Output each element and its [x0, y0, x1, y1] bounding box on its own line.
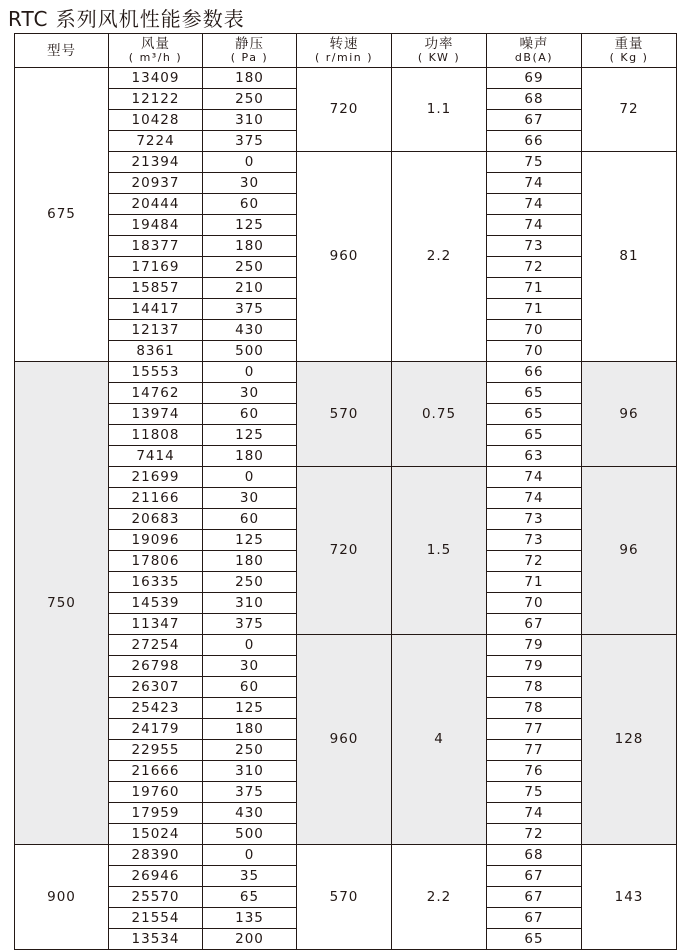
power-cell: 4	[392, 635, 487, 845]
pressure-cell: 60	[203, 677, 297, 698]
speed-cell: 720	[297, 68, 392, 152]
airflow-cell: 8361	[109, 341, 203, 362]
table-row	[15, 635, 677, 656]
airflow-cell: 17806	[109, 551, 203, 572]
power-cell: 0.75	[392, 362, 487, 467]
airflow-cell: 12122	[109, 89, 203, 110]
model-cell: 750	[15, 362, 109, 845]
pressure-cell: 60	[203, 194, 297, 215]
noise-cell: 73	[487, 236, 582, 257]
pressure-cell: 375	[203, 782, 297, 803]
pressure-cell: 65	[203, 887, 297, 908]
airflow-cell: 19760	[109, 782, 203, 803]
airflow-cell: 15553	[109, 362, 203, 383]
airflow-cell: 14417	[109, 299, 203, 320]
noise-cell: 72	[487, 257, 582, 278]
speed-cell: 570	[297, 845, 392, 950]
airflow-cell: 26946	[109, 866, 203, 887]
header-noise: 噪声 dB(A)	[487, 34, 582, 68]
power-cell: 1.5	[392, 467, 487, 635]
airflow-cell: 13409	[109, 68, 203, 89]
header-power: 功率 ( KW )	[392, 34, 487, 68]
pressure-cell: 30	[203, 383, 297, 404]
noise-cell: 65	[487, 404, 582, 425]
airflow-cell: 21699	[109, 467, 203, 488]
pressure-cell: 250	[203, 257, 297, 278]
pressure-cell: 30	[203, 173, 297, 194]
weight-cell: 96	[582, 467, 677, 635]
airflow-cell: 20937	[109, 173, 203, 194]
noise-cell: 74	[487, 467, 582, 488]
pressure-cell: 125	[203, 698, 297, 719]
pressure-cell: 0	[203, 467, 297, 488]
noise-cell: 79	[487, 635, 582, 656]
header-weight: 重量 ( Kg )	[582, 34, 677, 68]
airflow-cell: 11347	[109, 614, 203, 635]
noise-cell: 69	[487, 68, 582, 89]
speed-cell: 720	[297, 467, 392, 635]
airflow-cell: 21666	[109, 761, 203, 782]
pressure-cell: 180	[203, 719, 297, 740]
pressure-cell: 0	[203, 362, 297, 383]
airflow-cell: 25423	[109, 698, 203, 719]
airflow-cell: 28390	[109, 845, 203, 866]
weight-cell: 143	[582, 845, 677, 950]
airflow-cell: 17959	[109, 803, 203, 824]
header-row	[15, 34, 677, 68]
speed-cell: 570	[297, 362, 392, 467]
pressure-cell: 0	[203, 152, 297, 173]
pressure-cell: 0	[203, 845, 297, 866]
noise-cell: 65	[487, 929, 582, 950]
noise-cell: 63	[487, 446, 582, 467]
noise-cell: 71	[487, 299, 582, 320]
noise-cell: 77	[487, 740, 582, 761]
noise-cell: 70	[487, 341, 582, 362]
airflow-cell: 21394	[109, 152, 203, 173]
airflow-cell: 20683	[109, 509, 203, 530]
noise-cell: 67	[487, 614, 582, 635]
noise-cell: 67	[487, 866, 582, 887]
table-row	[15, 845, 677, 866]
airflow-cell: 20444	[109, 194, 203, 215]
airflow-cell: 21554	[109, 908, 203, 929]
pressure-cell: 135	[203, 908, 297, 929]
pressure-cell: 180	[203, 236, 297, 257]
pressure-cell: 30	[203, 488, 297, 509]
pressure-cell: 30	[203, 656, 297, 677]
pressure-cell: 310	[203, 761, 297, 782]
noise-cell: 78	[487, 698, 582, 719]
noise-cell: 77	[487, 719, 582, 740]
airflow-cell: 22955	[109, 740, 203, 761]
table-row	[15, 467, 677, 488]
airflow-cell: 16335	[109, 572, 203, 593]
pressure-cell: 35	[203, 866, 297, 887]
airflow-cell: 17169	[109, 257, 203, 278]
airflow-cell: 14539	[109, 593, 203, 614]
noise-cell: 68	[487, 845, 582, 866]
pressure-cell: 430	[203, 803, 297, 824]
airflow-cell: 15024	[109, 824, 203, 845]
pressure-cell: 250	[203, 89, 297, 110]
noise-cell: 72	[487, 824, 582, 845]
table-body	[15, 68, 677, 950]
speed-cell: 960	[297, 152, 392, 362]
weight-cell: 96	[582, 362, 677, 467]
pressure-cell: 125	[203, 215, 297, 236]
noise-cell: 75	[487, 152, 582, 173]
table-row	[15, 68, 677, 89]
pressure-cell: 180	[203, 551, 297, 572]
pressure-cell: 375	[203, 614, 297, 635]
pressure-cell: 210	[203, 278, 297, 299]
noise-cell: 75	[487, 782, 582, 803]
page-title: RTC 系列风机性能参数表	[8, 7, 245, 31]
pressure-cell: 0	[203, 635, 297, 656]
pressure-cell: 430	[203, 320, 297, 341]
airflow-cell: 27254	[109, 635, 203, 656]
weight-cell: 81	[582, 152, 677, 362]
noise-cell: 74	[487, 173, 582, 194]
airflow-cell: 18377	[109, 236, 203, 257]
noise-cell: 78	[487, 677, 582, 698]
table-row	[15, 362, 677, 383]
noise-cell: 66	[487, 131, 582, 152]
noise-cell: 67	[487, 887, 582, 908]
header-airflow: 风量 ( m³/h )	[109, 34, 203, 68]
power-cell: 2.2	[392, 152, 487, 362]
airflow-cell: 19096	[109, 530, 203, 551]
pressure-cell: 310	[203, 593, 297, 614]
airflow-cell: 25570	[109, 887, 203, 908]
noise-cell: 71	[487, 278, 582, 299]
airflow-cell: 13974	[109, 404, 203, 425]
noise-cell: 71	[487, 572, 582, 593]
noise-cell: 70	[487, 320, 582, 341]
pressure-cell: 180	[203, 446, 297, 467]
header-speed: 转速 ( r/min )	[297, 34, 392, 68]
airflow-cell: 7414	[109, 446, 203, 467]
model-cell: 900	[15, 845, 109, 950]
airflow-cell: 15857	[109, 278, 203, 299]
pressure-cell: 200	[203, 929, 297, 950]
airflow-cell: 11808	[109, 425, 203, 446]
pressure-cell: 250	[203, 740, 297, 761]
noise-cell: 65	[487, 425, 582, 446]
pressure-cell: 60	[203, 509, 297, 530]
noise-cell: 66	[487, 362, 582, 383]
pressure-cell: 250	[203, 572, 297, 593]
pressure-cell: 500	[203, 824, 297, 845]
airflow-cell: 12137	[109, 320, 203, 341]
airflow-cell: 7224	[109, 131, 203, 152]
noise-cell: 74	[487, 803, 582, 824]
power-cell: 1.1	[392, 68, 487, 152]
noise-cell: 74	[487, 215, 582, 236]
noise-cell: 68	[487, 89, 582, 110]
pressure-cell: 310	[203, 110, 297, 131]
pressure-cell: 125	[203, 425, 297, 446]
noise-cell: 67	[487, 908, 582, 929]
header-model: 型号	[15, 34, 109, 68]
noise-cell: 70	[487, 593, 582, 614]
noise-cell: 73	[487, 509, 582, 530]
airflow-cell: 21166	[109, 488, 203, 509]
noise-cell: 65	[487, 383, 582, 404]
airflow-cell: 13534	[109, 929, 203, 950]
airflow-cell: 24179	[109, 719, 203, 740]
noise-cell: 72	[487, 551, 582, 572]
weight-cell: 72	[582, 68, 677, 152]
header-static-pressure: 静压 ( Pa )	[203, 34, 297, 68]
noise-cell: 79	[487, 656, 582, 677]
noise-cell: 74	[487, 488, 582, 509]
noise-cell: 73	[487, 530, 582, 551]
pressure-cell: 500	[203, 341, 297, 362]
airflow-cell: 19484	[109, 215, 203, 236]
pressure-cell: 180	[203, 68, 297, 89]
weight-cell: 128	[582, 635, 677, 845]
pressure-cell: 375	[203, 131, 297, 152]
pressure-cell: 125	[203, 530, 297, 551]
fan-performance-table	[14, 33, 677, 950]
power-cell: 2.2	[392, 845, 487, 950]
speed-cell: 960	[297, 635, 392, 845]
noise-cell: 74	[487, 194, 582, 215]
airflow-cell: 26307	[109, 677, 203, 698]
airflow-cell: 10428	[109, 110, 203, 131]
pressure-cell: 60	[203, 404, 297, 425]
table-row	[15, 152, 677, 173]
model-cell: 675	[15, 68, 109, 362]
noise-cell: 76	[487, 761, 582, 782]
noise-cell: 67	[487, 110, 582, 131]
airflow-cell: 14762	[109, 383, 203, 404]
pressure-cell: 375	[203, 299, 297, 320]
airflow-cell: 26798	[109, 656, 203, 677]
